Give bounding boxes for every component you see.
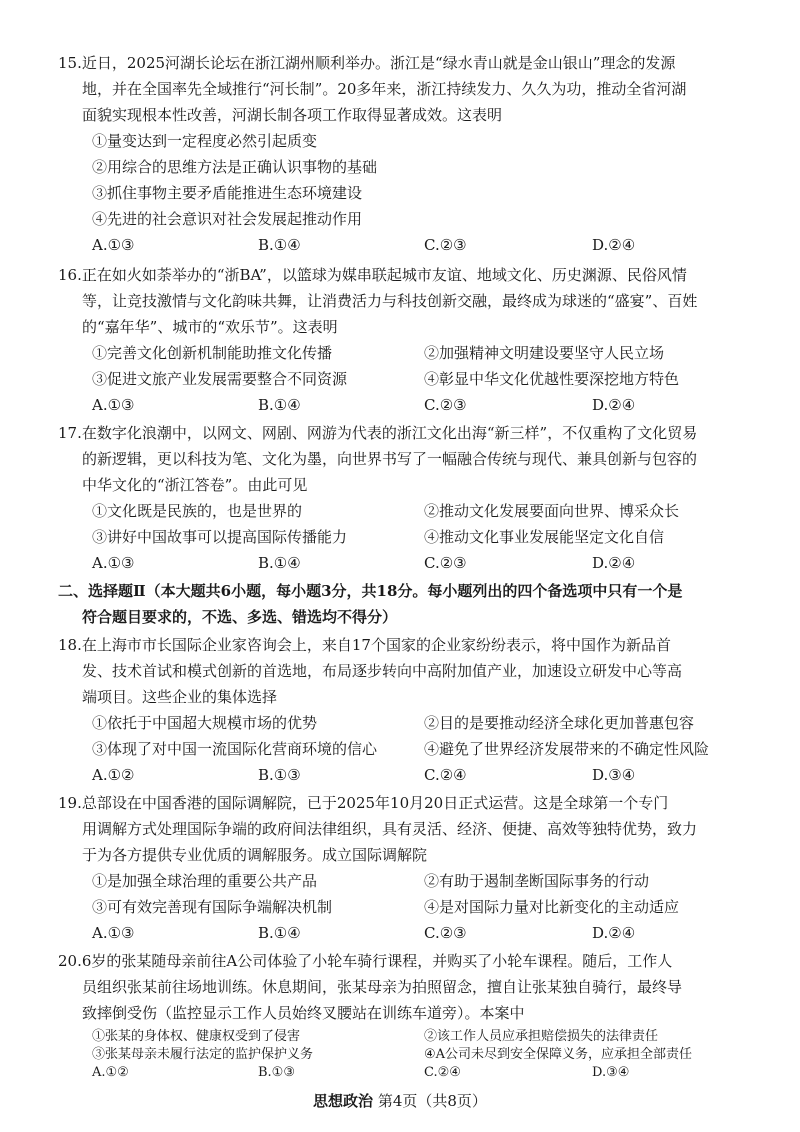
- q15-choice-b: B.①④: [258, 236, 301, 254]
- q18-choice-d: D.③④: [592, 766, 636, 784]
- q19-stem-line2: 用调解方式处理国际争端的政府间法律组织，具有灵活、经济、便捷、高效等独特优势，致力: [82, 820, 698, 838]
- q16-choice-d: D.②④: [592, 396, 636, 414]
- footer-subject: 思想政治: [313, 1092, 374, 1110]
- q15-stem-line3: 面貌实现根本性改善，河湖长制各项工作取得显著成效。这表明: [82, 106, 503, 124]
- q20-statement-4: ④A公司未尽到安全保障义务，应承担全部责任: [424, 1047, 693, 1062]
- q17-statement-4: ④推动文化事业发展能坚定文化自信: [424, 528, 665, 546]
- q20-choice-a: A.①②: [92, 1065, 129, 1080]
- q18-statement-4: ④避免了世界经济发展带来的不确定性风险: [424, 740, 710, 758]
- q16-stem-line3: 的“嘉年华”、城市的“欢乐节”。这表明: [82, 318, 338, 336]
- q20-stem-line3: 致摔倒受伤（监控显示工作人员始终叉腰站在训练车道旁）。本案中: [82, 1004, 525, 1022]
- q20-stem-line2: 员组织张某前往场地训练。休息期间，张某母亲为拍照留念，擅自让张某独自骑行，最终导: [82, 978, 683, 996]
- footer-page: 第4页（共8页）: [377, 1092, 487, 1110]
- q15-statement-3: ③抓住事物主要矛盾能推进生态环境建设: [92, 184, 363, 202]
- q18-choice-a: A.①②: [92, 766, 135, 784]
- q20-statement-3: ③张某母亲未履行法定的监护保护义务: [92, 1047, 314, 1062]
- q20-statement-1: ①张某的身体权、健康权受到了侵害: [92, 1029, 301, 1044]
- q17-choice-a: A.①③: [92, 554, 135, 572]
- q17-choice-c: C.②③: [424, 554, 467, 572]
- q16-choice-c: C.②③: [424, 396, 467, 414]
- section-2-header-line2: 符合题目要求的，不选、多选、错选均不得分）: [82, 608, 398, 626]
- q15-statement-2: ②用综合的思维方法是正确认识事物的基础: [92, 158, 378, 176]
- q15-statement-4: ④先进的社会意识对社会发展起推动作用: [92, 210, 363, 228]
- q20-stem-line1: 20.6岁的张某随母亲前往A公司体验了小轮车骑行课程，并购买了小轮车课程。随后，工作人: [58, 952, 673, 970]
- q15-choice-c: C.②③: [424, 236, 467, 254]
- q17-statement-2: ②推动文化发展要面向世界、博采众长: [424, 502, 680, 520]
- q20-choice-c: C.②④: [424, 1065, 461, 1080]
- q19-stem-line3: 于为各方提供专业优质的调解服务。成立国际调解院: [82, 846, 428, 864]
- q19-statement-3: ③可有效完善现有国际争端解决机制: [92, 898, 333, 916]
- q17-stem-line3: 中华文化的“浙江答卷”。由此可见: [82, 476, 308, 494]
- page-footer: [0, 1090, 800, 1112]
- q16-stem-line2: 等，让竞技激情与文化韵味共舞，让消费活力与科技创新交融，最终成为球迷的“盛宴”、百姓: [82, 292, 698, 310]
- q17-stem-line2: 的新逻辑，更以科技为笔、文化为墨，向世界书写了一幅融合传统与现代、兼具创新与包容的: [82, 450, 698, 468]
- q18-stem-line2: 发、技术首试和模式创新的首选地，布局逐步转向中高附加值产业，加速设立研发中心等高: [82, 662, 683, 680]
- q16-statement-3: ③促进文旅产业发展需要整合不同资源: [92, 370, 348, 388]
- q15-choice-d: D.②④: [592, 236, 636, 254]
- q16-choice-a: A.①③: [92, 396, 135, 414]
- q16-stem-line1: 16.正在如火如荼举办的“浙BA”，以篮球为媒串联起城市友谊、地域文化、历史渊源、民俗风情: [58, 266, 687, 284]
- q17-choice-d: D.②④: [592, 554, 636, 572]
- q15-stem-line1: 15.近日，2025河湖长论坛在浙江湖州顺利举办。浙江是“绿水青山就是金山银山”理念的发源: [58, 54, 676, 72]
- q19-choice-b: B.①④: [258, 924, 301, 942]
- q19-stem-line1: 19.总部设在中国香港的国际调解院，已于2025年10月20日正式运营。这是全球第一个专门: [58, 794, 669, 812]
- q19-statement-2: ②有助于遏制垄断国际事务的行动: [424, 872, 650, 890]
- q16-statement-2: ②加强精神文明建设要坚守人民立场: [424, 344, 665, 362]
- q19-statement-4: ④是对国际力量对比新变化的主动适应: [424, 898, 680, 916]
- q18-stem-line1: 18.在上海市市长国际企业家咨询会上，来自17个国家的企业家纷纷表示，将中国作为新品首: [58, 636, 671, 654]
- q19-choice-c: C.②③: [424, 924, 467, 942]
- q18-statement-3: ③体现了对中国一流国际化营商环境的信心: [92, 740, 378, 758]
- q16-choice-b: B.①④: [258, 396, 301, 414]
- q15-stem-line2: 地，并在全国率先全域推行“河长制”。20多年来，浙江持续发力、久久为功，推动全省河湖: [82, 80, 687, 98]
- q17-statement-1: ①文化既是民族的，也是世界的: [92, 502, 303, 520]
- q17-statement-3: ③讲好中国故事可以提高国际传播能力: [92, 528, 348, 546]
- q15-choice-a: A.①③: [92, 236, 135, 254]
- q18-statement-2: ②目的是要推动经济全球化更加普惠包容: [424, 714, 695, 732]
- q18-choice-b: B.①③: [258, 766, 301, 784]
- q18-stem-line3: 端项目。这些企业的集体选择: [82, 688, 278, 706]
- q16-statement-4: ④彰显中华文化优越性要深挖地方特色: [424, 370, 680, 388]
- q18-choice-c: C.②④: [424, 766, 467, 784]
- q20-choice-b: B.①③: [258, 1065, 295, 1080]
- q19-statement-1: ①是加强全球治理的重要公共产品: [92, 872, 318, 890]
- q18-statement-1: ①依托于中国超大规模市场的优势: [92, 714, 318, 732]
- q20-statement-2: ②该工作人员应承担赔偿损失的法律责任: [424, 1029, 659, 1044]
- q17-stem-line1: 17.在数字化浪潮中，以网文、网剧、网游为代表的浙江文化出海“新三样”，不仅重构了文化贸易: [58, 424, 698, 442]
- q20-choice-d: D.③④: [592, 1065, 630, 1080]
- section-2-header-line1: 二、选择题Ⅱ（本大题共6小题，每小题3分，共18分。每小题列出的四个备选项中只有一个是: [58, 582, 683, 600]
- q16-statement-1: ①完善文化创新机制能助推文化传播: [92, 344, 333, 362]
- q19-choice-a: A.①③: [92, 924, 135, 942]
- q19-choice-d: D.②④: [592, 924, 636, 942]
- q15-statement-1: ①量变达到一定程度必然引起质变: [92, 132, 318, 150]
- q17-choice-b: B.①④: [258, 554, 301, 572]
